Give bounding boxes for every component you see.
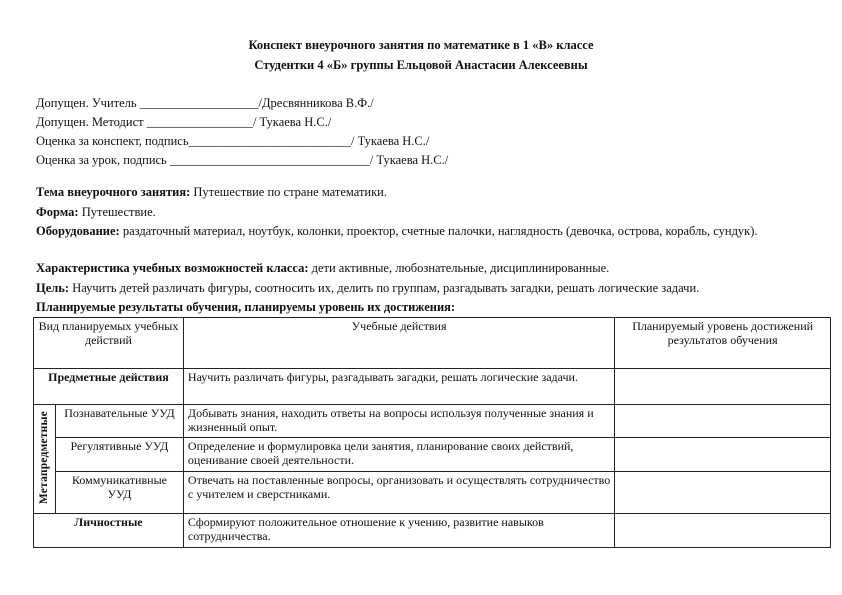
class-value: дети активные, любознательные, дисциплинированные. bbox=[308, 261, 610, 275]
topic-line bbox=[36, 184, 808, 201]
goal-line bbox=[36, 280, 808, 297]
form-value: Путешествие. bbox=[78, 205, 156, 219]
meta-3-level bbox=[615, 472, 831, 514]
meta-3-text: Отвечать на поставленные вопросы, организовать и осуществлять сотрудничество с учителем и сверстниками. bbox=[183, 472, 614, 514]
goal-label: Цель: bbox=[36, 281, 70, 295]
topic-label: Тема внеурочного занятия: bbox=[36, 185, 191, 199]
table-header-row bbox=[34, 318, 831, 369]
equipment-label: Оборудование: bbox=[36, 224, 120, 238]
form-label: Форма: bbox=[36, 205, 79, 219]
results-heading: Планируемые результаты обучения, планируемы уровень их достижения: bbox=[36, 300, 456, 314]
class-line bbox=[36, 260, 808, 277]
meta-label: Метапредметные bbox=[38, 410, 51, 505]
meta-2-label: Регулятивные УУД bbox=[55, 438, 183, 472]
meta-2-text: Определение и формулировка цели занятия, планирование своих действий, оценивание своей деятельности. bbox=[183, 438, 614, 472]
table-row-meta-3 bbox=[34, 472, 831, 514]
meta-3-label: Коммуникативные УУД bbox=[55, 472, 183, 514]
subject-text: Научить различать фигуры, разгадывать загадки, решать логические задачи. bbox=[183, 369, 614, 405]
header-actions: Учебные действия bbox=[183, 318, 614, 369]
meta-1-text: Добывать знания, находить ответы на вопросы используя полученные знания и жизненный опыт. bbox=[183, 405, 614, 438]
table-row-meta-2 bbox=[34, 438, 831, 472]
results-table bbox=[33, 317, 831, 548]
personal-text: Сформируют положительное отношение к учению, развитие навыков сотрудничества. bbox=[183, 514, 614, 548]
table-row-personal bbox=[34, 514, 831, 548]
approval-teacher: Допущен. Учитель ___________________/Дресвянникова В.Ф./ bbox=[36, 96, 374, 110]
meta-1-level bbox=[615, 405, 831, 438]
table-row-subject bbox=[34, 369, 831, 405]
title-line-2: Студентки 4 «Б» группы Ельцовой Анастасии Алексеевны bbox=[254, 58, 588, 72]
header-type: Вид планируемых учебных действий bbox=[34, 318, 184, 369]
goal-value: Научить детей различать фигуры, соотносить их, делить по группам, разгадывать загадки, решать логические задачи. bbox=[69, 281, 700, 295]
equipment-value: раздаточный материал, ноутбук, колонки, проектор, счетные палочки, наглядность (девочка, острова, корабль, сундук). bbox=[119, 224, 758, 238]
subject-label: Предметные действия bbox=[34, 369, 184, 405]
header-level: Планируемый уровень достижений результатов обучения bbox=[615, 318, 831, 369]
topic-value: Путешествие по стране математики. bbox=[190, 185, 387, 199]
meta-2-level bbox=[615, 438, 831, 472]
personal-level bbox=[615, 514, 831, 548]
table-row-meta-1 bbox=[34, 405, 831, 438]
approval-lesson-grade: Оценка за урок, подпись ________________________________/ Тукаева Н.С./ bbox=[36, 153, 449, 167]
meta-label-cell bbox=[34, 405, 56, 514]
class-label: Характеристика учебных возможностей класса: bbox=[36, 261, 309, 275]
subject-level bbox=[615, 369, 831, 405]
form-line bbox=[36, 204, 808, 221]
personal-label: Личностные bbox=[34, 514, 184, 548]
meta-1-label: Познавательные УУД bbox=[55, 405, 183, 438]
title-line-1: Конспект внеурочного занятия по математике в 1 «В» классе bbox=[248, 38, 594, 52]
approval-methodist: Допущен. Методист _________________/ Тукаева Н.С./ bbox=[36, 115, 332, 129]
approval-plan-grade: Оценка за конспект, подпись__________________________/ Тукаева Н.С./ bbox=[36, 134, 430, 148]
equipment-line bbox=[36, 223, 808, 240]
